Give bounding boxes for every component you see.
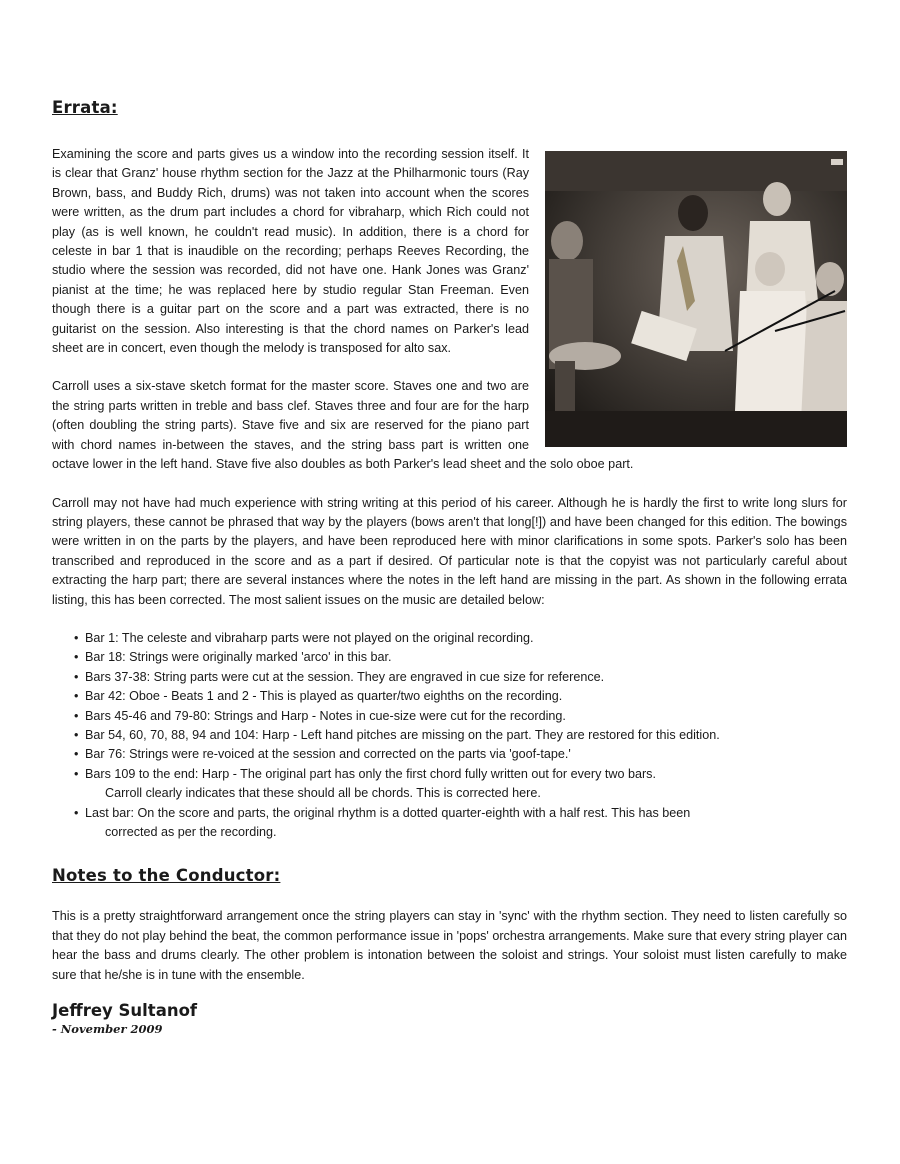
conductor-heading: Notes to the Conductor:	[52, 866, 281, 886]
list-item: • Bars 109 to the end: Harp - The original part has only the first chord fully written out for every two bars. Carroll clearly indicates that these should all be chords. This is corrected here.	[76, 765, 847, 804]
list-item: • Bar 54, 60, 70, 88, 94 and 104: Harp - Left hand pitches are missing on the part. They are restored for this edition.	[76, 726, 847, 745]
bullet-icon: •	[74, 708, 79, 723]
errata-paragraph-1: Examining the score and parts gives us a window into the recording session itself. It is clear that Granz' house rhythm section for the Jazz at the Philharmonic tours (Ray Brown, bass, and Buddy Rich, drums) was not taken into account when the scores were written, as the drum part includes a chord for vibraharp, which Rich could not play (as is well known, he couldn't read music). In addition, there is a chord for celeste in bar 1 that is inaudible on the recording; perhaps Reeves Recording, the studio where the session was recorded, did not have one. Hank Jones was Granz' pianist at the time; he was replaced here by studio regular Stan Freeman. Even though there is a guitar part on the score and a part was extracted, there is no guitarist on the session. Also interesting is that the chord names on Parker's lead sheet are in concert, even though the melody is transposed for alto sax.	[52, 147, 529, 356]
bullet-icon: •	[74, 630, 79, 645]
list-item-continuation: Carroll clearly indicates that these should all be chords. This is corrected here.	[105, 786, 541, 801]
bullet-icon: •	[74, 747, 79, 762]
bullet-icon: •	[74, 669, 79, 684]
document-page	[52, 98, 847, 1036]
errata-paragraph-3: Carroll may not have had much experience with string writing at this period of his career. Although he is hardly the first to write long slurs for string players, these cannot be phrased that way by the players (bows aren't that long[!]) and have been changed for this edition. The bowings were written in on the parts by the players, and have been reproduced here with minor clarifications in some spots. Parker's solo has been transcribed and reproduced in the score and as a part if desired. Of particular note is that the copyist was not particularly careful about extracting the harp part; there are several instances where the notes in the left hand are missing in the part. As shown in the following errata listing, this has been corrected. The most salient issues on the music are detailed below:	[52, 495, 847, 607]
bullet-icon: •	[74, 766, 79, 781]
list-item-continuation: corrected as per the recording.	[105, 825, 277, 839]
session-photograph	[545, 151, 847, 447]
errata-heading: Errata:	[52, 98, 118, 117]
bullet-icon: •	[74, 650, 79, 665]
errata-list	[52, 629, 847, 842]
conductor-paragraph: This is a pretty straightforward arrangement once the string players can stay in 'sync' with the rhythm section. They need to listen carefully so that they do not play behind the beat, the common performance issue in 'pops' orchestra arrangements. Make sure that every string player can hear the bass and drums clearly. The other problem is intonation between the soloist and strings. Your soloist must listen carefully to make sure that he/she is in tune with the ensemble.	[52, 909, 847, 982]
bullet-icon: •	[74, 805, 79, 820]
errata-paragraph-2: Carroll uses a six-stave sketch format for the master score. Staves one and two are the string parts written in treble and bass clef. Staves three and four are for the harp (often doubling the string parts). Stave five and six are reserved for the piano part with chord names in-between the staves, and the string bass part is written one octave lower in the left hand. Stave five also doubles as both Parker's lead sheet and the solo oboe part.	[52, 379, 634, 472]
list-item: • Bar 42: Oboe - Beats 1 and 2 - This is played as quarter/two eighths on the recording.	[76, 687, 847, 706]
bullet-icon: •	[74, 727, 79, 742]
list-item: • Bar 76: Strings were re-voiced at the session and corrected on the parts via 'goof-tape.'	[76, 745, 847, 764]
signature-name: Jeffrey Sultanof	[52, 1001, 198, 1021]
list-item: • Bar 1: The celeste and vibraharp parts were not played on the original recording.	[76, 629, 847, 648]
list-item: • Bars 45-46 and 79-80: Strings and Harp - Notes in cue-size were cut for the recording.	[76, 707, 847, 726]
signature-date: - November 2009	[52, 1022, 163, 1037]
bullet-icon: •	[74, 689, 79, 704]
list-item: • Bars 37-38: String parts were cut at the session. They are engraved in cue size for reference.	[76, 668, 847, 687]
list-item: • Last bar: On the score and parts, the original rhythm is a dotted quarter-eighth with a half rest. This has been corrected as per the recording.	[76, 804, 847, 843]
list-item: • Bar 18: Strings were originally marked 'arco' in this bar.	[76, 648, 847, 667]
photo-image	[545, 151, 847, 447]
